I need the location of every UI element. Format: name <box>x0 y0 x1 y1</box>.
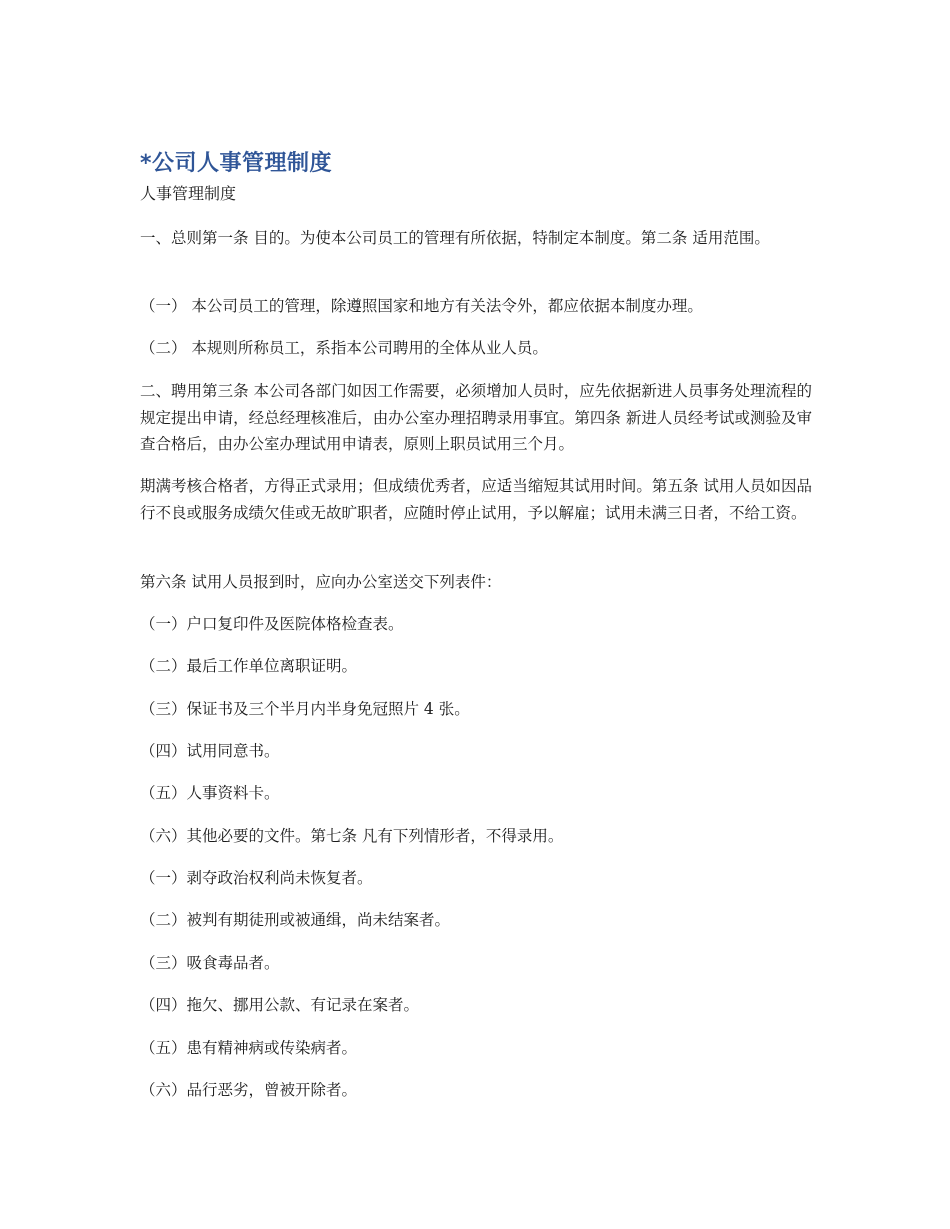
paragraph-scope-item-1: （一） 本公司员工的管理，除遵照国家和地方有关法令外，都应依据本制度办理。 <box>140 297 703 315</box>
list-item-document-1: （一）户口复印件及医院体格检查表。 <box>140 615 404 633</box>
list-item-exclusion-2: （二）被判有期徒刑或被通缉，尚未结案者。 <box>140 911 451 929</box>
paragraph-scope-item-2: （二） 本规则所称员工，系指本公司聘用的全体从业人员。 <box>140 339 548 357</box>
paragraph-employment: 二、聘用第三条 本公司各部门如因工作需要，必须增加人员时，应先依据新进人员事务处理流程的规定提出申请，经总经理核准后，由办公室办理招聘录用事宜。第四条 新进人员经考试或测验及审查合格后，由办公室办理试用申请表，原则上职员试用三个月。 <box>140 382 812 453</box>
list-item-exclusion-4: （四）拖欠、挪用公款、有记录在案者。 <box>140 996 420 1014</box>
paragraph-general-provisions: 一、总则第一条 目的。为使本公司员工的管理有所依据，特制定本制度。第二条 适用范围。 <box>140 229 770 247</box>
document-subtitle: 人事管理制度 <box>140 184 237 203</box>
list-item-document-2: （二）最后工作单位离职证明。 <box>140 657 358 675</box>
list-item-document-4: （四）试用同意书。 <box>140 742 280 760</box>
paragraph-documents-intro: 第六条 试用人员报到时，应向办公室送交下列表件： <box>140 573 502 591</box>
document-title: *公司人事管理制度 <box>140 151 333 176</box>
list-item-document-5: （五）人事资料卡。 <box>140 784 280 802</box>
list-item-exclusion-5: （五）患有精神病或传染病者。 <box>140 1039 358 1057</box>
list-item-document-6: （六）其他必要的文件。第七条 凡有下列情形者，不得录用。 <box>140 827 564 845</box>
list-item-exclusion-3: （三）吸食毒品者。 <box>140 954 280 972</box>
paragraph-probation: 期满考核合格者，方得正式录用；但成绩优秀者，应适当缩短其试用时间。第五条 试用人员如因品行不良或服务成绩欠佳或无故旷职者，应随时停止试用，予以解雇；试用未满三日者，不给工资。 <box>140 477 812 522</box>
list-item-document-3: （三）保证书及三个半月内半身免冠照片 4 张。 <box>140 700 470 718</box>
list-item-exclusion-6: （六）品行恶劣，曾被开除者。 <box>140 1081 358 1099</box>
list-item-exclusion-1: （一）剥夺政治权利尚未恢复者。 <box>140 869 373 887</box>
